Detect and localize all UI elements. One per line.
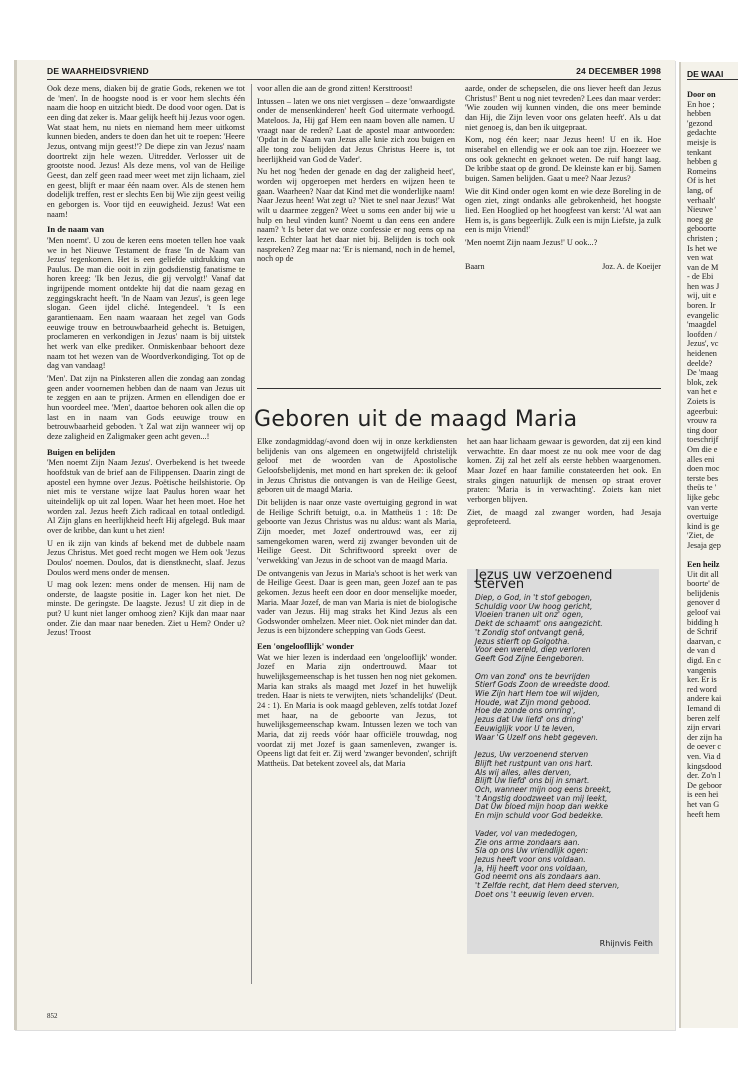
next-page-line: Of is het	[687, 176, 716, 186]
signature-place: Baarn	[465, 261, 485, 271]
next-page-line: 'gezond	[687, 118, 713, 128]
next-page-line: De geboor	[687, 780, 722, 790]
paragraph: 'Men noemt'. U zou de keren eens moeten tellen hoe vaak we in het Nieuwe Testament de frase 'In de Naam van Jezus' tegenkomen. Het is een geliefde uitdrukking van Paulus. De man die ooit in zijn godsdienstig fanatisme te horen kreeg: 'Ik ben Jezus, die gij vervolgt!' Vanaf dat ingrijpende moment ontdekte hij dat die naam gezag en zeggingskracht heeft. 'In de Naam van Jezus', is geen lege slogan. Geen ijdel cliché. Integendeel. 't Is een garantienaam. Een naam waaraan het zegel van Gods eeuwige trouw en betrouwbaarheid gehecht is. Betuigen, proclameren en verkondigen in Jezus' naam is bij uitstek het werk van elke prediker. Onmiskenbaar behoort deze naam tot het wezen van de Woordverkondiging. Tot op de dag van vandaag!	[47, 235, 245, 371]
next-page-line: geboorte	[687, 224, 717, 234]
article1-column-1	[47, 84, 245, 984]
publication-name: DE WAARHEIDSVRIEND	[47, 66, 149, 76]
next-page-line: ven. Via d	[687, 751, 721, 761]
article-signature	[465, 262, 661, 272]
next-page-line: Romeins	[687, 166, 717, 176]
next-page-line: 'Ziet, de	[687, 531, 714, 541]
signature-author: Joz. A. de Koeijer	[602, 261, 661, 271]
next-page-line: van verte	[687, 502, 718, 512]
paragraph: Wie dit Kind onder ogen komt en wie deze Boreling in de ogen ziet, zingt ondanks alle gebrokenheid, het hoogste lied. Een Hooglied op het hoogfeest van kerst: 'Al wat aan Hem is, is gans begeerlijk. Zulk een is mijn Liefste, ja zulk een is mijn Vriend!'	[465, 186, 661, 235]
next-page-line: vangenis	[687, 665, 717, 675]
article1-column-2	[257, 84, 455, 384]
next-page-heading: Door on	[687, 90, 716, 99]
poem-stanza: Jezus, Uw verzoenend sterven Blijft het rustpunt van ons hart. Als wij alles, alles derven, Blijft Uw liefd' ons bij in smart. Och, wanneer mijn oog eens breekt, 't Angstig doodzweet van mij leekt, Dat Uw bloed mijn hoop dan wekke En mijn schuld voor God bedekke.	[475, 750, 612, 821]
next-page-line: der zijn ha	[687, 732, 723, 742]
next-page-line: toeschrijf	[687, 435, 719, 445]
article-separator	[257, 388, 661, 389]
next-page-line: hebben g	[687, 157, 718, 167]
next-page-line: heidenen	[687, 349, 717, 359]
paragraph: Wat we hier lezen is inderdaad een 'ongelooflijk' wonder. Jozef en Maria zijn ondertrouwd. Maar tot huwelijksgemeenschap is het tussen hen nog niet gekomen. Maria kan straks als maagd met Jozef in het huwelijk treden. Haar is niets te verwijten, niets 'schandelijks' (Deut. 24 : 1). En Maria is ook maagd gebleven, zelfs totdat Jozef met haar, na de geboorte van Jezus, tot huwelijksgemeenschap kwam. Intussen lezen we toch van Maria, dat zij reeds vóór haar officiële trouwdag, nog voordat zij met Jozef is gaan samenleven, zwanger is. Opeens ligt dat feit er. Zij werd 'zwanger bevonden', schrijft Mattheüs. Dat betekent zoveel als, dat Maria	[257, 652, 457, 768]
next-page-line: lijke gebc	[687, 492, 720, 502]
next-page-line: De 'maag	[687, 368, 719, 378]
next-page-line: heeft hem	[687, 809, 720, 819]
next-page-line: - de Ebi	[687, 272, 714, 282]
article2-column-1	[257, 437, 457, 982]
next-page-line: van de M	[687, 262, 719, 272]
poem-author: Rhijnvis Feith	[599, 939, 653, 949]
next-page-line: de van d	[687, 646, 716, 656]
next-page-line: christen ;	[687, 233, 718, 243]
section-heading: Een 'ongeloofllijk' wonder	[257, 641, 354, 652]
next-page-line: tenkant	[687, 147, 712, 157]
next-page-line: ker. Er is	[687, 675, 717, 685]
next-page-column	[687, 90, 738, 819]
next-page-line: Jesaja gep	[687, 540, 721, 550]
next-page-line: digd. En c	[687, 656, 721, 666]
poem-stanza: Diep, o God, in 't stof gebogen, Schuldig voor Uw hoog gericht, Vloeien tranen uit onz' ogen, Dekt de schaamt' ons aangezicht. 't Zondig stof ontvangt genâ, Jezus stierft op Golgotha. Voor een wereld, diep verloren Geeft God Zijne Eengeboren.	[475, 593, 603, 663]
next-page-line: Uit dit all	[687, 569, 719, 579]
next-page-fragment	[679, 62, 738, 1028]
paragraph: Ook deze mens, diaken bij de gratie Gods, rekenen we tot de 'men'. In de hoogste nood is er voor hem slechts één naam die hoop en uitzicht biedt. De dood voor ogen. Dat is een ding dat zeker is. Maar gelijk heeft hij Jezus voor ogen. Wat staat hem, nu niets en niemand hem meer uitkomst kunnen bieden, anders te doen dan het uit te roepen: 'Heere Jezus, ontvang mijn geest!'? De diepe zin van Jezus' naam doortrekt zijn hele wezen. Uitredder. Verlosser uit de grootste nood. Jezus! Als deze mens, vol van de Heilige Geest, dan zelf geen raad meer weet met zijn lichaam, ziel en geest, blijft er maar één naam over. Als de stenen hem dodelijk treffen, rest er slechts Een bij Wie zijn geest veilig en geborgen is. Voor tijd en eeuwigheid. Jezus! Wat een naam!	[47, 84, 245, 219]
next-page-line: 'maagdel	[687, 320, 717, 330]
next-page-line: meisje is	[687, 137, 717, 147]
next-page-line: alles eni	[687, 454, 715, 464]
paragraph: 'Men'. Dat zijn na Pinksteren allen die zondag aan zondag geen ander voornemen hebben dan de naam van Jezus uit te zeggen en aan te prijzen. Armen en ellendigen doe er hun voordeel mee. 'Men', daartoe behoren ook allen die op last en in naam van Gods eeuwige trouw en betrouwbaarheid geboden. 't Zal wat zijn wanneer wij op deze zaligheid en Zaligmaker geen acht geven...!	[47, 374, 245, 441]
next-page-heading: Een heilz	[687, 560, 720, 570]
poem-stanza: Vader, vol van mededogen, Zie ons arme zondaars aan. Sla op ons Uw vriendlijk ogen: Jezus heeft voor ons voldaan. Ja, Hij heeft voor ons voldaan, God neemt ons als zondaars aan. 't Zelfde recht, dat Hem deed sterven, Doet ons 't eeuwig leven erven.	[475, 828, 620, 899]
article2-title: Geboren uit de maagd Maria	[254, 407, 578, 432]
paragraph: 'Men noemt Zijn naam Jezus!' U ook...?	[465, 237, 598, 247]
next-page-line: Om die e	[687, 444, 718, 454]
paragraph: U en ik zijn van kinds af bekend met de dubbele naam Jezus Christus. Met goed recht mogen we Hem ook 'Jezus Doulos' noemen. Doulos, dat is dienstknecht, slaaf. Jezus Doulos werd mens onder de mensen.	[47, 538, 245, 577]
next-page-line: verhaalt'	[687, 195, 716, 205]
next-page-line: boorte' de	[687, 579, 720, 589]
issue-date: 24 DECEMBER 1998	[576, 66, 661, 76]
poem-stanza: Om van zond' ons te bevrijden Stierf Gods Zoon de wreedste dood. Wie Zijn hart Hem toe wil wijden, Houde, wat Zijn mond gebood. Hoe de zonde ons omring', Jezus dat Uw liefd' ons dring' Eeuwiglijk voor U te leven, Waar 'G Uzelf ons hebt gegeven.	[475, 671, 611, 742]
article2-column-2	[467, 437, 661, 562]
next-page-line: de oever c	[687, 742, 722, 752]
next-page-line: geloof vai	[687, 608, 721, 618]
section-heading: Buigen en belijden	[47, 446, 116, 457]
next-page-line: beren zelf	[687, 713, 720, 723]
paragraph: U mag ook lezen: mens onder de mensen. Hij nam de onderste, de laagste positie in. Lager kon het niet. De minste. De geringste. De laagste. Jezus! U zit diep in de put? U kunt niet langer omhoog zien? Kijk dan maar naar onder. Zie dan maar naar beneden. Ziet u Hem? Onder u? Jezus! Troost	[47, 580, 245, 638]
next-page-line	[687, 551, 738, 561]
paragraph: Elke zondagmiddag/-avond doen wij in onze kerkdiensten belijdenis van ons algemeen en ongetwijfeld christelijk geloof met de woorden van de Apostolische Geloofsbelijdenis, met mond en hart spreken de: ik geloof in Jezus Christus die ontvangen is van de Heilige Geest, geboren uit de maagd Maria.	[257, 437, 457, 495]
next-page-line: van het e	[687, 387, 717, 397]
poem-stanzas	[475, 594, 653, 909]
next-page-line: ting door	[687, 425, 718, 435]
next-page-line: kingsdood	[687, 761, 722, 771]
paragraph: het aan haar lichaam gewaar is geworden, dat zij een kind verwachtte. En daar moest ze nu ook mee voor de dag komen. Zij zal het zelf als eerste hebben waargenomen. Maar Jozef en haar familie constateerden het ook. En straks gingen natuurlijk de mensen op straat erover praten: 'Maria is in verwachting'. Zoiets kan niet verborgen blijven.	[467, 437, 661, 504]
paragraph: voor allen die aan de grond zitten! Kersttroost!	[257, 84, 413, 93]
next-page-line: hebben	[687, 109, 711, 119]
next-page-line: kind is ge	[687, 521, 720, 531]
paragraph: Dit belijden is naar onze vaste overtuiging gegrond in wat de Heilige Schrift betuigt, o.a. in Mattheüs 1 : 18: De geboorte van Jezus Christus was nu aldus: want als Maria, Zijn moeder, met Jozef ondertrouwd was, eer zij samengekomen waren, werd zij zwanger bevonden uit de Heilige Geest. Dit Schriftwoord spreekt over de 'verwekking' van Jezus in de schoot van de maagd Maria.	[257, 497, 457, 565]
next-page-line: Iemand di	[687, 704, 721, 713]
paragraph: Nu het nog 'heden der genade en dag der zaligheid heet', worden wij opgeroepen met herders en wijzen heen te gaan. Waarheen? Naar dat Kind met die wonderlijke naam! Naar Jezus heen! Wat zegt u? 'Niet te snel naar Jezus!' Wat wilt u daarmee zeggen? Weet u soms een ander bij wie u hulp en heul vinden kunt? Noemt u dan eens een andere naam? 't Is beter dat we onze confessie er nog eens op na lezen. Echter laat het daar niet bij. Belijden is toch ook naspreken? Zeg maar na: 'Er is niemand, noch in de hemel, noch op de	[257, 167, 455, 264]
column-divider	[251, 84, 252, 984]
next-page-line: gedachte	[687, 128, 717, 138]
next-page-header: DE WAAI	[687, 69, 738, 80]
next-page-line: Is het we	[687, 243, 717, 253]
next-page-line: ageerbui:	[687, 406, 718, 416]
paragraph: 'Men noemt Zijn Naam Jezus'. Overbekend is het tweede hoofdstuk van de brief aan de Filippensen. Daarin zingt de apostel een hymne over Jezus. Poëtische heilshistorie. Op niet mis te verstane wijze laat Paulus horen waar het uiteindelijk op uit zal lopen. Waar het heen moet. Hoe het worden zal. Jezus heeft Zich radicaal en totaal ontledigd. Al Zijn glans en heerlijkheid heeft Hij afgelegd. Buk maar over de kribbe, dan kunt u het zien!	[47, 458, 245, 535]
paragraph: Kom, nog één keer; naar Jezus heen! U en ik. Hoe miserabel en ellendig we er ook aan toe zijn. Hoezeer we ons ook geknecht en geknoet weten. De ruif hangt laag. De kribbe staat op de grond. De kleinste kan er bij. Samen buigen. Samen belijden. Gaat u mee? Naar Jezus?	[465, 135, 661, 183]
next-page-line: de Schrif	[687, 627, 718, 637]
next-page-line: andere kai	[687, 694, 722, 704]
next-page-line: ven wat	[687, 253, 714, 263]
next-page-line: daarvan, c	[687, 636, 722, 646]
next-page-line: Jezus', vc	[687, 339, 719, 349]
next-page-line: het van G	[687, 799, 720, 809]
next-page-line: terste bes	[687, 473, 719, 483]
next-page-line: wij, uit e	[687, 291, 717, 301]
paragraph: aarde, onder de schepselen, die ons liever heeft dan Jezus Christus!' Bent u nog niet tevreden? Lees dan maar verder: 'Wie zouden wij kunnen vinden, die ons meer beminde dan Hij, die Zijn leven voor ons gelaten heeft'. Als u dat niet genoeg is, dan ben ik uitgepraat.	[465, 84, 661, 132]
next-page-line: hen was J	[687, 281, 720, 291]
poem-box	[467, 569, 659, 954]
newspaper-page	[14, 60, 675, 1030]
page-number: 852	[47, 1012, 58, 1020]
section-heading: In de naam van	[47, 224, 105, 235]
next-page-line: theüs te '	[687, 483, 717, 493]
next-page-line: evangelic	[687, 310, 719, 320]
next-page-line: blok, zek	[687, 377, 718, 387]
next-page-line: En hoe ;	[687, 99, 715, 109]
next-page-line: genover d	[687, 598, 720, 608]
paragraph: De ontvangenis van Jezus in Maria's schoot is het werk van de Heilige Geest. Daar is geen man, geen Jozef aan te pas gekomen. Jezus heeft een door en door menselijke moeder, Maria. Maar Jozef, de man van Maria is niet de biologische vader van Jezus. Hij mag straks het Kind Jezus als een Godswonder omhelzen. Meer niet. Ook niet minder dan dat. Jezus is een bijzondere schepping van Gods Geest.	[257, 568, 457, 636]
next-page-line: Nieuwe '	[687, 205, 717, 215]
article1-column-3	[465, 84, 661, 384]
next-page-line: loofden /	[687, 329, 717, 339]
next-page-line: belijdenis	[687, 588, 720, 598]
next-page-line: is een hei	[687, 790, 719, 800]
paragraph: Ziet, de maagd zal zwanger worden, had Jesaja geprofeteerd.	[467, 507, 661, 527]
next-page-line: bidding h	[687, 617, 719, 627]
next-page-line: boren. Ir	[687, 301, 716, 311]
next-page-line: noeg ge	[687, 214, 714, 224]
paragraph: Intussen – laten we ons niet vergissen – deze 'onwaardigste onder de mensenkinderen' heeft God uitermate verhoogd. Mateloos. Ja, Hij gaf Hem een naam boven alle namen. U vraagt naar de reden? Laat de apostel maar antwoorden: 'Opdat in de Naam van Jezus alle knie zich zou buigen en alle tong zou belijden dat Jezus Christus Heere is, tot heerlijkheid van God de Vader'.	[257, 96, 455, 164]
poem-title: Jezus uw verzoenend sterven	[475, 568, 613, 592]
next-page-line: vrouw ra	[687, 416, 717, 426]
running-header	[47, 66, 661, 80]
next-page-line: der. Zo'n l	[687, 771, 721, 781]
next-page-line: doen moc	[687, 464, 720, 474]
next-page-line: zijn ervari	[687, 723, 721, 733]
next-page-line: deelde?	[687, 358, 713, 368]
next-page-line: red word	[687, 684, 717, 694]
next-page-line: Zoiets is	[687, 397, 716, 406]
next-page-line: lang, of	[687, 185, 713, 195]
next-page-line: overtuige	[687, 512, 719, 522]
